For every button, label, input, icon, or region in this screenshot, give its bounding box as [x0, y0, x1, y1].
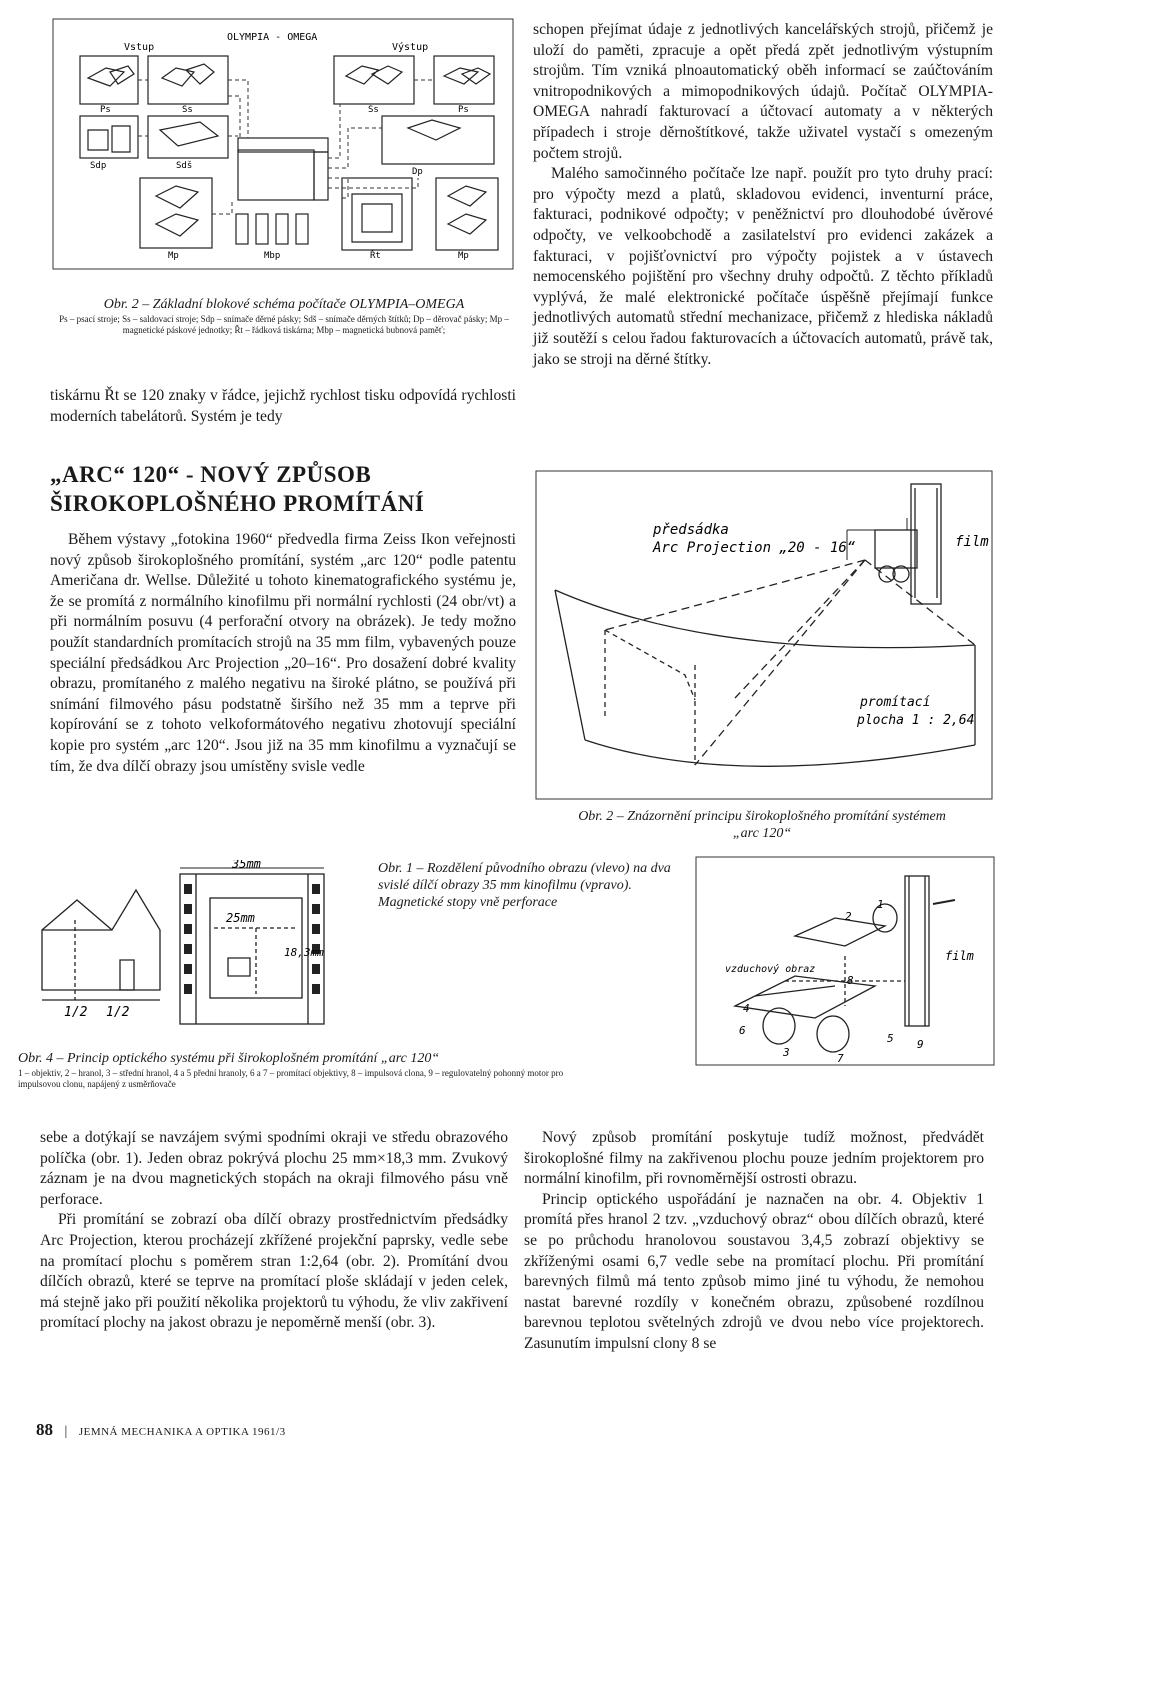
article-p1: Během výstavy „fotokina 1960“ předvedla firma Zeiss Ikon veřejnosti nový způsob širokoplošného promítání, systém „arc 120“ podle patentu Američana dr. Wellse. Důležité u tohoto kinematografického systému je, že se promítá z normálního kinofilmu při normální rychlosti (24 obr/vt) a při normálním posuvu (4 perforační otvory na obrázek). Je tedy možno použít standardních promítacích strojů na 35 mm film, vybavených pouze speciální předsádkou Arc Projection „20–16“. Pro dosažení dobré kvality obrazu, promítaného z malého negativu na široké plátno, se používá při snímání filmového pásu podstatně širšího než 35 mm a teprve při kopírování se z tohoto velkoformátového negativu zhotovují speciální kopie pro systém „arc 120“. Jsou již na 35 mm kinofilmu a vyznačují se tím, že dva dílčí obrazy jsou umístěny svisle vedle	[50, 531, 516, 775]
footer	[36, 1420, 286, 1440]
film-half-left: 1/2	[64, 1005, 88, 1020]
optics-vzduchovy: vzduchový obraz	[725, 964, 816, 975]
left-top-text	[50, 386, 516, 427]
bottom-left-p1: sebe a dotýkají se navzájem svými spodními okraji ve středu obrazového políčka (obr. 1). Jeden obraz pokrývá plochu 25 mm×18,3 mm. Zvukový záznam je na dvou magnetických stopách na okraji filmového pásu vně perforace.	[40, 1129, 508, 1208]
film-inner-width: 25mm	[226, 911, 255, 925]
optics-n2: 2	[845, 910, 852, 923]
olympia-rt: Řt	[370, 251, 381, 261]
page-number: 88	[36, 1420, 53, 1439]
projection-figure	[535, 470, 993, 800]
optics-n6: 6	[739, 1024, 746, 1037]
olympia-ss-right: Ss	[368, 105, 379, 115]
journal-name: JEMNÁ MECHANIKA A OPTIKA 1961/3	[78, 1426, 286, 1438]
film-figure-svg	[40, 860, 360, 1030]
article-intro	[50, 530, 516, 777]
optics-figure-svg	[695, 856, 995, 1066]
optics-n8: 8	[847, 974, 854, 987]
bottom-right-p1: Nový způsob promítání poskytuje tudíž možnost, předvádět širokoplošné filmy na zakřivenou plochu pouze jedním projektorem pro normální kinofilm, při rovnoměrnější ostrosti obrazu.	[524, 1129, 984, 1188]
bottom-right-p2: Princip optického uspořádání je naznačen na obr. 4. Objektiv 1 promítá přes hranol 2 tzv. „vzduchový obraz“ obou dílčích obrazů, které se po průchodu hranolovou soustavou 3,4,5 zobrazí objektivy se zkříženými osami 6,7 vedle sebe na promítací plochu. Při promítání barevných filmů má tento způsob mimo jiné tu výhodu, že nemohou nastat barevné rozdíly v konečném obrazu, způsobené rozdílnou barevnou teplotou světelných zdrojů ve dvou nebo více projektorech. Zasunutím impulsní clony 8 se	[524, 1190, 984, 1352]
bottom-left-p2: Při promítání se zobrazí oba dílčí obrazy prostřednictvím předsádky Arc Projection, kterou procházejí zkřížené projekční paprsky, vedle sebe na promítací plochu s poměrem stran 1:2,64 (obr. 2). Promítání dvou dílčích obrazů, které se teprve na promítací ploše skládají v jeden celek, má stejně jako při použití několika projektorů tu výhodu, že vliv zakřivení promítací plochy na jakost obrazu je nepoměrně menší (obr. 3).	[40, 1211, 508, 1332]
olympia-legend: Ps – psací stroje; Ss – saldovací stroje; Sdp – snímače děrné pásky; Sdš – snímače děrných štítků; Dp – děrovač pásky; Mp – magnetické páskové jednotky; Řt – řádková tiskárna; Mbp – magnetická bubnová paměť;	[59, 314, 509, 335]
fig4-legend: 1 – objektiv, 2 – hranol, 3 – střední hranol, 4 a 5 přední hranoly, 6 a 7 – promítací objektivy, 8 – impulsová clona, 9 – regulovatelný pohonný motor pro impulsovou clonu, napájený z usměrňovače	[18, 1068, 564, 1089]
film-half-right: 1/2	[106, 1005, 130, 1020]
projection-film: film	[955, 534, 989, 550]
projection-caption-line-1: Obr. 2 – Znázornění principu širokoplošného promítání systémem	[578, 809, 946, 824]
optics-n5: 5	[887, 1032, 894, 1045]
optics-n1: 1	[877, 898, 884, 911]
optics-n7: 7	[837, 1052, 844, 1065]
film-width-label: 35mm	[232, 860, 261, 871]
optics-n3: 3	[783, 1046, 790, 1059]
fig1-caption: Obr. 1 – Rozdělení původního obrazu (vlevo) na dva svislé dílčí obrazy 35 mm kinofilmu (vpravo). Magnetické stopy vně perforace	[378, 861, 671, 910]
olympia-vystup: Výstup	[392, 42, 429, 53]
article-heading-line-2: ŠIROKOPLOŠNÉHO PROMÍTÁNÍ	[50, 491, 425, 516]
projection-arc: Arc Projection „20 - 16“	[653, 540, 856, 556]
olympia-dp: Dp	[412, 167, 423, 177]
olympia-caption: Obr. 2 – Základní blokové schéma počítače OLYMPIA–OMEGA	[103, 297, 465, 312]
projection-caption-line-2: „arc 120“	[732, 826, 792, 841]
article-heading	[50, 460, 520, 518]
film-inner-height: 18,3mm	[284, 946, 324, 959]
projection-plocha: plocha 1 : 2,64	[857, 713, 975, 728]
olympia-sdp: Sdp	[90, 161, 107, 171]
optics-n9: 9	[917, 1038, 924, 1051]
right-top-text	[533, 20, 993, 370]
projection-caption	[526, 808, 998, 842]
fig4-caption: Obr. 4 – Princip optického systému při širokoplošném promítání „arc 120“	[18, 1051, 440, 1066]
olympia-diagram-svg	[52, 18, 514, 270]
left-top-paragraph: tiskárnu Řt se 120 znaky v řádce, jejichž rychlost tisku odpovídá rychlosti moderních tabelátorů. Systém je tedy	[50, 387, 516, 425]
bottom-left-text	[40, 1128, 508, 1334]
olympia-diagram	[52, 18, 514, 270]
projection-promitaci: promítací	[860, 695, 931, 710]
olympia-title: OLYMPIA - OMEGA	[227, 32, 318, 43]
optics-film: film	[945, 949, 974, 963]
olympia-mbp: Mbp	[264, 251, 281, 261]
olympia-sds: Sdš	[176, 161, 193, 171]
optics-n4: 4	[743, 1002, 750, 1015]
projection-predsadka: předsádka	[653, 522, 729, 538]
article-heading-line-1: „ARC“ 120“ - NOVÝ ZPŮSOB	[50, 462, 372, 487]
projection-figure-svg	[535, 470, 993, 800]
olympia-ss-left: Ss	[182, 105, 193, 115]
bottom-right-text	[524, 1128, 984, 1355]
right-top-p2: Malého samočinného počítače lze např. použít pro tyto druhy prací: pro výpočty mezd a platů, skladovou evidenci, inventurní práce, fakturaci, podnikové odpočty; v peněžnictví pro dlouhodobé úvěrové odpočty, ve velkoobchodě a zasilatelství pro evidenci zakázek a fakturaci, v pojišťovnictví pro výpočty pojistek a v ústavech nemocenského pojištění pro všechny druhy odpočtů. Z těchto příkladů vyplývá, že malé elektronické počítače úspěšně přejímají funkce jednotlivých automatů střední mechanizace, přičemž z hlediska nákladů již soutěží s celou řadou fakturovacích a účtovacích automatů, právě tak, jako se stroji na děrné štítky.	[533, 165, 993, 368]
olympia-ps-left: Ps	[100, 105, 111, 115]
olympia-vstup: Vstup	[124, 42, 155, 53]
olympia-mp-right: Mp	[458, 251, 469, 261]
olympia-ps-right: Ps	[458, 105, 469, 115]
footer-separator: |	[64, 1424, 68, 1439]
olympia-mp-left: Mp	[168, 251, 179, 261]
right-top-p1: schopen přejímat údaje z jednotlivých kancelářských strojů, přičemž je uloží do paměti, zpracuje a opět předá zpět jednotlivým výstupním strojům. Tím vzniká plnoautomatický oběh informací se zaúčtováním vnitropodnikových a mimopodnikových údajů. Počítač OLYMPIA-OMEGA nahradí fakturovací a účtovací automaty a v některých případech i stroje děrnoštítkové, takže uživatel vystačí s omezeným počtem strojů.	[533, 21, 993, 162]
film-figure	[40, 860, 360, 1030]
optics-figure	[695, 856, 995, 1066]
